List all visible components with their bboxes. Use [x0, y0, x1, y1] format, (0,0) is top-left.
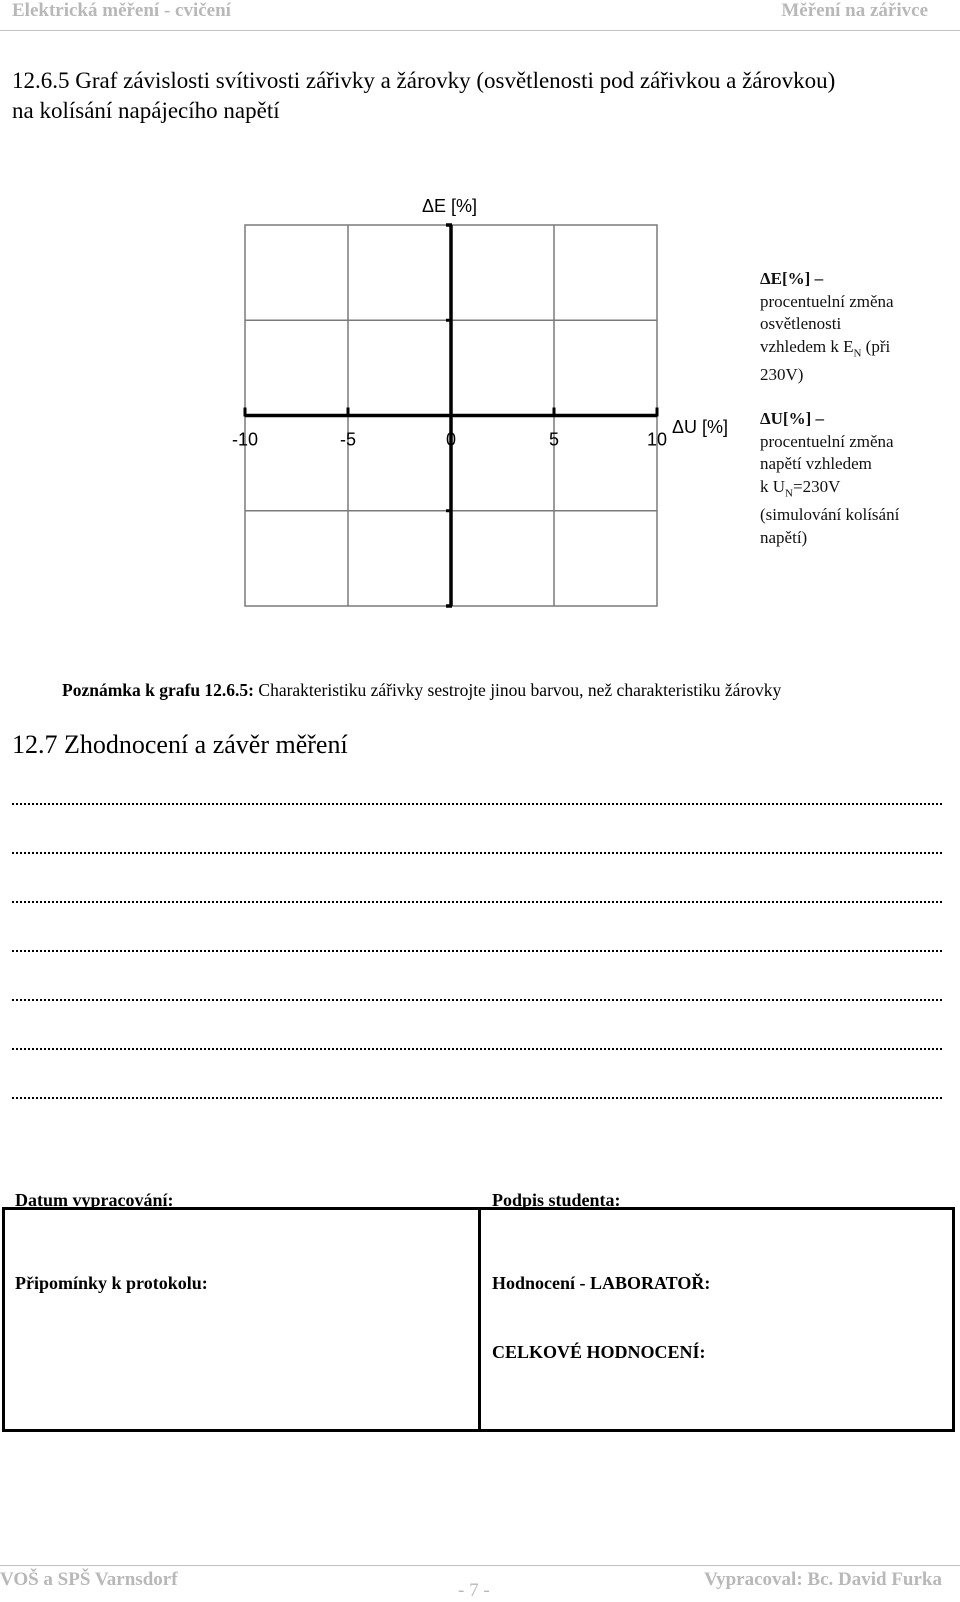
delta-u-line-5: napětí): [760, 527, 808, 547]
footer-divider: [0, 1565, 960, 1566]
graph-note: [62, 680, 781, 701]
graph-note-text: Charakteristiku zářivky sestrojte jinou barvou, než charakteristiku žárovky: [254, 680, 782, 700]
footer-right: Vypracoval: Bc. David Furka: [704, 1569, 942, 1590]
delta-u-line-3b: =230V: [792, 476, 841, 496]
signature-box-divider: [478, 1207, 481, 1432]
delta-e-line-1: procentuelní změna: [760, 291, 894, 311]
delta-e-line-2: osvětlenosti: [760, 314, 842, 333]
delta-u-subscript: N: [785, 486, 793, 499]
x-axis-label: ΔU [%]: [672, 417, 729, 437]
delta-e-line-3b: (při: [861, 336, 891, 356]
x-tick-label: -10: [231, 429, 259, 450]
x-tick-label: 5: [548, 429, 560, 450]
delta-u-line-2: napětí vzhledem: [760, 454, 872, 473]
conclusion-title: 12.7 Zhodnocení a závěr měření: [12, 730, 348, 759]
answer-line[interactable]: [12, 901, 942, 903]
delta-u-description: [760, 408, 950, 549]
page-number: - 7 -: [458, 1580, 490, 1601]
delta-e-title: ΔE[%] –: [760, 269, 824, 288]
lab-grade-label: Hodnocení - LABORATOŘ:: [492, 1273, 711, 1293]
delta-e-subscript: N: [853, 346, 862, 359]
answer-line[interactable]: [12, 1048, 942, 1050]
header-divider: [0, 30, 960, 31]
chart-axes: [245, 225, 657, 606]
student-signature-label: Podpis studenta:: [492, 1190, 621, 1210]
x-tick-label: 0: [445, 429, 457, 450]
remarks-label: Připomínky k protokolu:: [15, 1273, 208, 1293]
delta-u-title: ΔU[%] –: [760, 409, 825, 428]
delta-e-description: [760, 268, 950, 387]
chart-tick-labels: [232, 430, 667, 450]
x-tick-label: 10: [646, 429, 668, 450]
total-grade-label: CELKOVÉ HODNOCENÍ:: [492, 1342, 706, 1362]
delta-e-line-3: vzhledem k E: [760, 336, 854, 356]
answer-line[interactable]: [12, 803, 942, 805]
header-left: Elektrická měření - cvičení: [12, 0, 231, 21]
answer-line[interactable]: [12, 852, 942, 854]
answer-line[interactable]: [12, 1097, 942, 1099]
y-axis-label: ΔE [%]: [422, 196, 478, 216]
delta-e-line-4: 230V): [760, 365, 804, 385]
footer-left: VOŠ a SPŠ Varnsdorf: [0, 1569, 178, 1590]
delta-u-line-1: procentuelní změna: [760, 431, 894, 451]
header-right: Měření na zářivce: [781, 0, 928, 21]
answer-line[interactable]: [12, 999, 942, 1001]
answer-line[interactable]: [12, 950, 942, 952]
empty-graph: [0, 190, 760, 620]
delta-u-line-4: (simulování kolísání: [760, 505, 900, 525]
delta-u-line-3: k U: [760, 476, 786, 496]
section-title: 12.6.5 Graf závislosti svítivosti zářivky a žárovky (osvětlenosti pod zářivkou a žárovkou) na kolísání napájecího napětí: [12, 68, 836, 123]
graph-note-label: Poznámka k grafu 12.6.5:: [62, 680, 255, 700]
date-label: Datum vypracování:: [15, 1190, 174, 1210]
x-tick-label: -5: [339, 429, 357, 450]
